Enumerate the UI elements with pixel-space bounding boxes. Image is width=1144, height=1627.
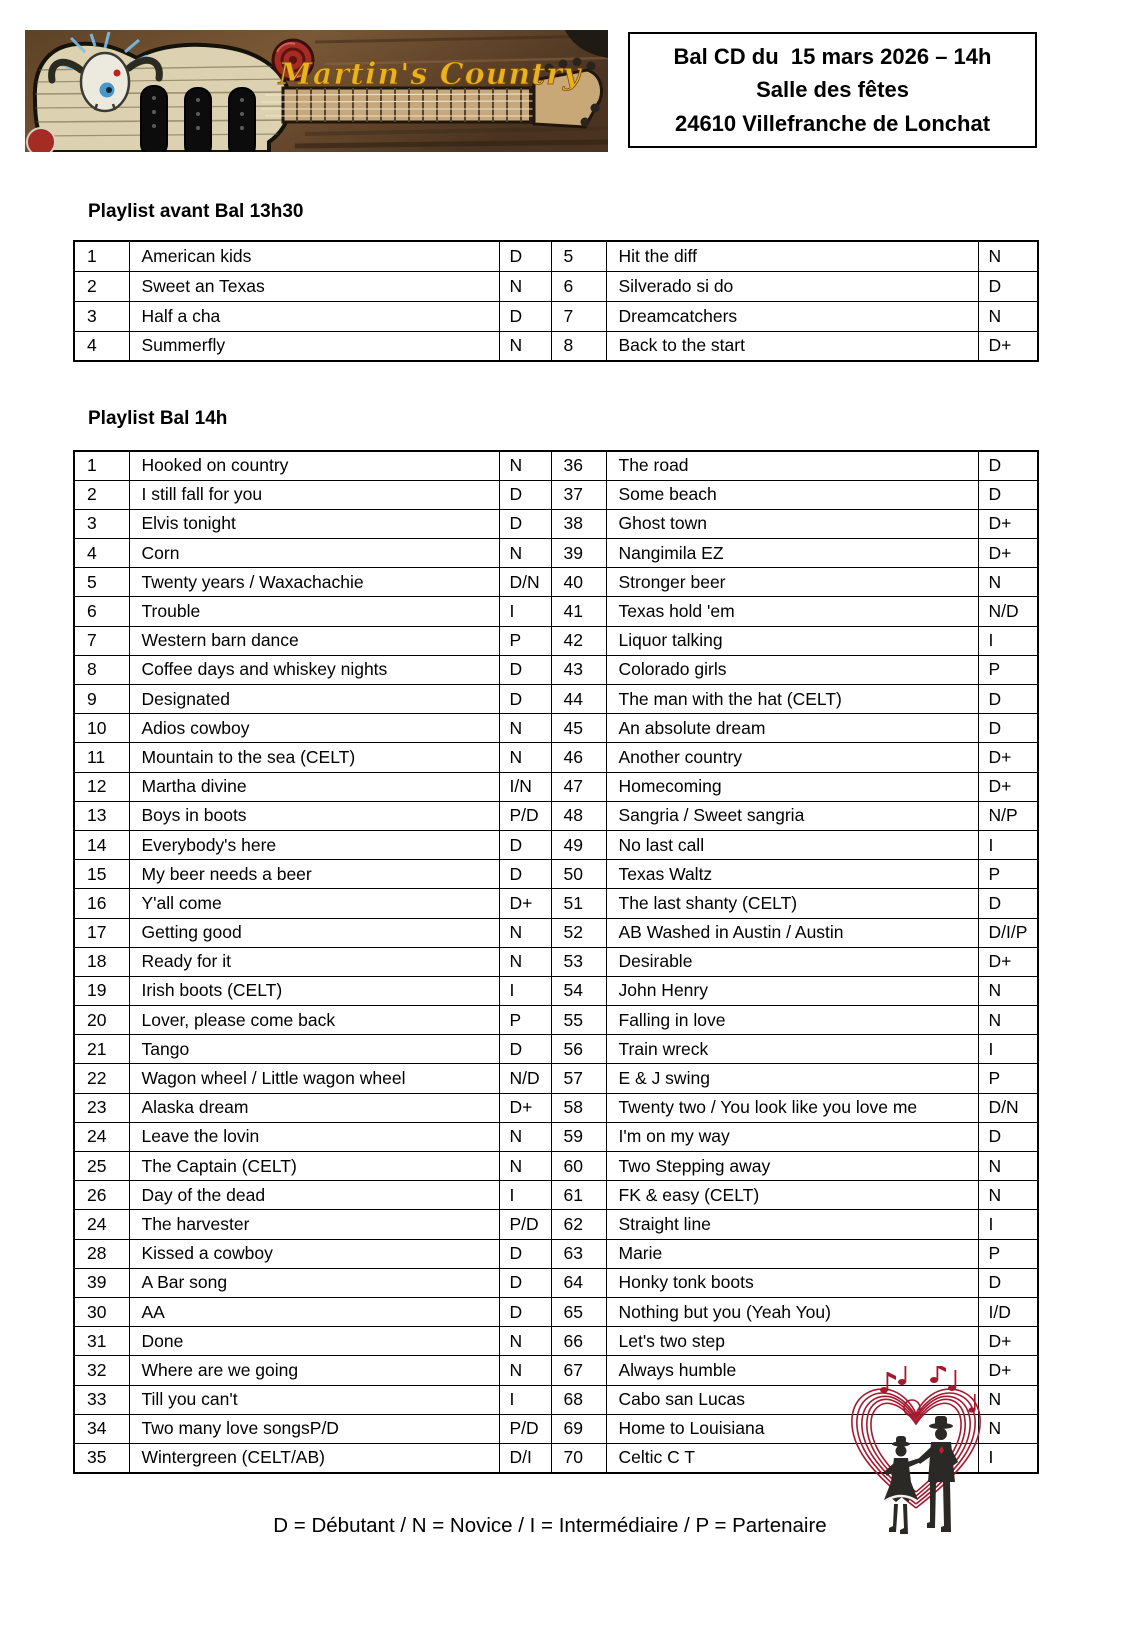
level-cell: N <box>499 1152 551 1181</box>
row-number-cell: 69 <box>551 1414 606 1443</box>
song-title-cell: Summerfly <box>129 331 499 361</box>
level-cell: D <box>978 480 1038 509</box>
event-info-box <box>628 32 1037 148</box>
song-title-cell: Back to the start <box>606 331 978 361</box>
song-title-cell: Liquor talking <box>606 626 978 655</box>
playlist-row <box>74 451 1038 480</box>
level-cell: D/N <box>499 568 551 597</box>
song-title-cell: Marie <box>606 1239 978 1268</box>
row-number-cell: 67 <box>551 1356 606 1385</box>
playlist-row <box>74 1327 1038 1356</box>
playlist-row <box>74 976 1038 1005</box>
row-number-cell: 37 <box>551 480 606 509</box>
song-title-cell: The Captain (CELT) <box>129 1152 499 1181</box>
row-number-cell: 60 <box>551 1152 606 1181</box>
song-title-cell: FK & easy (CELT) <box>606 1181 978 1210</box>
song-title-cell: Cabo san Lucas <box>606 1385 978 1414</box>
song-title-cell: Let's two step <box>606 1327 978 1356</box>
playlist-row <box>74 568 1038 597</box>
row-number-cell: 4 <box>74 539 129 568</box>
level-cell: N/D <box>499 1064 551 1093</box>
row-number-cell: 2 <box>74 271 129 301</box>
song-title-cell: Everybody's here <box>129 830 499 859</box>
song-title-cell: Train wreck <box>606 1035 978 1064</box>
row-number-cell: 14 <box>74 830 129 859</box>
row-number-cell: 11 <box>74 743 129 772</box>
level-cell: I <box>499 597 551 626</box>
level-cell: N <box>499 1356 551 1385</box>
row-number-cell: 32 <box>74 1356 129 1385</box>
row-number-cell: 61 <box>551 1181 606 1210</box>
song-title-cell: Trouble <box>129 597 499 626</box>
level-cell: P/D <box>499 1414 551 1443</box>
row-number-cell: 59 <box>551 1122 606 1151</box>
row-number-cell: 47 <box>551 772 606 801</box>
playlist-row <box>74 1239 1038 1268</box>
rose-small-icon <box>27 128 55 152</box>
row-number-cell: 68 <box>551 1385 606 1414</box>
song-title-cell: Corn <box>129 539 499 568</box>
song-title-cell: Tango <box>129 1035 499 1064</box>
level-cell: I <box>499 1385 551 1414</box>
row-number-cell: 10 <box>74 714 129 743</box>
row-number-cell: 39 <box>74 1268 129 1297</box>
row-number-cell: 21 <box>74 1035 129 1064</box>
level-cell: N <box>499 1327 551 1356</box>
playlist-row <box>74 331 1038 361</box>
song-title-cell: I'm on my way <box>606 1122 978 1151</box>
level-cell: I <box>978 626 1038 655</box>
level-cell: D <box>978 685 1038 714</box>
level-cell: P/D <box>499 1210 551 1239</box>
row-number-cell: 46 <box>551 743 606 772</box>
level-cell: N <box>499 451 551 480</box>
level-cell: D <box>499 655 551 684</box>
playlist-row <box>74 1181 1038 1210</box>
song-title-cell: Getting good <box>129 918 499 947</box>
playlist-row <box>74 597 1038 626</box>
level-cell: D <box>499 830 551 859</box>
playlist-row <box>74 1064 1038 1093</box>
song-title-cell: American kids <box>129 241 499 271</box>
row-number-cell: 55 <box>551 1006 606 1035</box>
level-cell: N <box>499 271 551 301</box>
playlist-row <box>74 860 1038 889</box>
level-cell: D+ <box>978 947 1038 976</box>
song-title-cell: AB Washed in Austin / Austin <box>606 918 978 947</box>
level-cell: D <box>499 509 551 538</box>
row-number-cell: 26 <box>74 1181 129 1210</box>
song-title-cell: Nangimila EZ <box>606 539 978 568</box>
playlist-row <box>74 1093 1038 1122</box>
song-title-cell: Texas Waltz <box>606 860 978 889</box>
song-title-cell: The last shanty (CELT) <box>606 889 978 918</box>
song-title-cell: Homecoming <box>606 772 978 801</box>
row-number-cell: 52 <box>551 918 606 947</box>
row-number-cell: 50 <box>551 860 606 889</box>
event-line-3: 24610 Villefranche de Lonchat <box>674 110 991 136</box>
row-number-cell: 7 <box>74 626 129 655</box>
song-title-cell: Leave the lovin <box>129 1122 499 1151</box>
row-number-cell: 57 <box>551 1064 606 1093</box>
row-number-cell: 9 <box>74 685 129 714</box>
dancers-heart-icon <box>840 1366 992 1542</box>
level-cell: I <box>978 1035 1038 1064</box>
song-title-cell: Lover, please come back <box>129 1006 499 1035</box>
song-title-cell: Colorado girls <box>606 655 978 684</box>
song-title-cell: Two many love songsP/D <box>129 1414 499 1443</box>
level-cell: I <box>978 1443 1038 1472</box>
level-cell: D+ <box>978 1356 1038 1385</box>
level-cell: D <box>978 271 1038 301</box>
row-number-cell: 24 <box>74 1210 129 1239</box>
level-cell: D/I <box>499 1443 551 1472</box>
row-number-cell: 3 <box>74 509 129 538</box>
song-title-cell: Dreamcatchers <box>606 301 978 331</box>
song-title-cell: Sweet an Texas <box>129 271 499 301</box>
song-title-cell: Kissed a cowboy <box>129 1239 499 1268</box>
row-number-cell: 17 <box>74 918 129 947</box>
song-title-cell: Where are we going <box>129 1356 499 1385</box>
row-number-cell: 30 <box>74 1297 129 1326</box>
playlist-row <box>74 241 1038 271</box>
song-title-cell: Adios cowboy <box>129 714 499 743</box>
level-cell: N/D <box>978 597 1038 626</box>
row-number-cell: 41 <box>551 597 606 626</box>
song-title-cell: Elvis tonight <box>129 509 499 538</box>
song-title-cell: Texas hold 'em <box>606 597 978 626</box>
level-cell: N <box>978 241 1038 271</box>
level-cell: D <box>978 451 1038 480</box>
level-cell: D+ <box>499 889 551 918</box>
song-title-cell: Half a cha <box>129 301 499 331</box>
playlist-row <box>74 830 1038 859</box>
song-title-cell: Day of the dead <box>129 1181 499 1210</box>
row-number-cell: 63 <box>551 1239 606 1268</box>
row-number-cell: 45 <box>551 714 606 743</box>
row-number-cell: 8 <box>551 331 606 361</box>
level-legend: D = Débutant / N = Novice / I = Intermédiaire / P = Partenaire <box>273 1514 827 1537</box>
row-number-cell: 62 <box>551 1210 606 1239</box>
song-title-cell: Another country <box>606 743 978 772</box>
level-cell: D <box>499 685 551 714</box>
playlist-row <box>74 801 1038 830</box>
song-title-cell: Y'all come <box>129 889 499 918</box>
level-cell: N <box>978 1181 1038 1210</box>
level-cell: D <box>978 1122 1038 1151</box>
playlist-row <box>74 743 1038 772</box>
level-cell: P <box>978 1064 1038 1093</box>
row-number-cell: 56 <box>551 1035 606 1064</box>
row-number-cell: 39 <box>551 539 606 568</box>
level-cell: D+ <box>499 1093 551 1122</box>
level-cell: I <box>499 976 551 1005</box>
song-title-cell: Ready for it <box>129 947 499 976</box>
song-title-cell: Nothing but you (Yeah You) <box>606 1297 978 1326</box>
level-cell: P <box>978 860 1038 889</box>
level-cell: D <box>499 1268 551 1297</box>
level-cell: D <box>499 1239 551 1268</box>
level-cell: P/D <box>499 801 551 830</box>
song-title-cell: Ghost town <box>606 509 978 538</box>
level-cell: D+ <box>978 331 1038 361</box>
level-cell: D/I/P <box>978 918 1038 947</box>
row-number-cell: 66 <box>551 1327 606 1356</box>
level-cell: D <box>499 1297 551 1326</box>
guitar-pickups <box>141 86 255 152</box>
level-cell: P <box>978 655 1038 684</box>
playlist-row <box>74 918 1038 947</box>
level-cell: N <box>499 1122 551 1151</box>
playlist2-table <box>73 450 1039 1474</box>
row-number-cell: 35 <box>74 1443 129 1472</box>
level-cell: I/D <box>978 1297 1038 1326</box>
playlist-row <box>74 685 1038 714</box>
row-number-cell: 7 <box>551 301 606 331</box>
level-cell: D+ <box>978 772 1038 801</box>
playlist1-table <box>73 240 1039 362</box>
song-title-cell: Martha divine <box>129 772 499 801</box>
song-title-cell: E & J swing <box>606 1064 978 1093</box>
row-number-cell: 1 <box>74 241 129 271</box>
song-title-cell: Celtic C T <box>606 1443 978 1472</box>
row-number-cell: 8 <box>74 655 129 684</box>
level-cell: N <box>978 1414 1038 1443</box>
row-number-cell: 58 <box>551 1093 606 1122</box>
song-title-cell: Honky tonk boots <box>606 1268 978 1297</box>
row-number-cell: 3 <box>74 301 129 331</box>
playlist-row <box>74 1152 1038 1181</box>
level-cell: N <box>978 976 1038 1005</box>
level-cell: D <box>978 1268 1038 1297</box>
level-cell: N <box>978 568 1038 597</box>
level-cell: P <box>499 1006 551 1035</box>
song-title-cell: Irish boots (CELT) <box>129 976 499 1005</box>
playlist-row <box>74 889 1038 918</box>
song-title-cell: Twenty two / You look like you love me <box>606 1093 978 1122</box>
level-cell: D+ <box>978 509 1038 538</box>
song-title-cell: Mountain to the sea (CELT) <box>129 743 499 772</box>
row-number-cell: 15 <box>74 860 129 889</box>
song-title-cell: Wintergreen (CELT/AB) <box>129 1443 499 1472</box>
playlist-row <box>74 539 1038 568</box>
song-title-cell: No last call <box>606 830 978 859</box>
row-number-cell: 28 <box>74 1239 129 1268</box>
banner-title: Martin's Country <box>278 57 582 92</box>
level-cell: N <box>499 539 551 568</box>
song-title-cell: Western barn dance <box>129 626 499 655</box>
row-number-cell: 1 <box>74 451 129 480</box>
level-cell: D/N <box>978 1093 1038 1122</box>
playlist-row <box>74 1210 1038 1239</box>
level-cell: N <box>499 918 551 947</box>
song-title-cell: Some beach <box>606 480 978 509</box>
level-cell: D <box>499 480 551 509</box>
level-cell: P <box>978 1239 1038 1268</box>
level-cell: D <box>499 860 551 889</box>
row-number-cell: 42 <box>551 626 606 655</box>
playlist-row <box>74 301 1038 331</box>
song-title-cell: Till you can't <box>129 1385 499 1414</box>
playlist-row <box>74 1122 1038 1151</box>
row-number-cell: 44 <box>551 685 606 714</box>
playlist-row <box>74 1035 1038 1064</box>
level-cell: N <box>978 1385 1038 1414</box>
level-cell: D <box>499 241 551 271</box>
row-number-cell: 19 <box>74 976 129 1005</box>
row-number-cell: 23 <box>74 1093 129 1122</box>
song-title-cell: Two Stepping away <box>606 1152 978 1181</box>
playlist-row <box>74 772 1038 801</box>
row-number-cell: 34 <box>74 1414 129 1443</box>
music-notes <box>880 1366 976 1413</box>
song-title-cell: Home to Louisiana <box>606 1414 978 1443</box>
playlist-row <box>74 271 1038 301</box>
level-cell: P <box>499 626 551 655</box>
level-cell: D <box>978 889 1038 918</box>
level-cell: N <box>978 1006 1038 1035</box>
level-cell: D+ <box>978 539 1038 568</box>
level-cell: N <box>978 1152 1038 1181</box>
level-cell: N <box>499 331 551 361</box>
song-title-cell: An absolute dream <box>606 714 978 743</box>
row-number-cell: 49 <box>551 830 606 859</box>
playlist-row <box>74 655 1038 684</box>
song-title-cell: Straight line <box>606 1210 978 1239</box>
playlist-row <box>74 714 1038 743</box>
playlist2-rows <box>74 451 1038 1473</box>
song-title-cell: The harvester <box>129 1210 499 1239</box>
playlist-row <box>74 1268 1038 1297</box>
song-title-cell: Designated <box>129 685 499 714</box>
playlist1-rows <box>74 241 1038 361</box>
level-cell: I/N <box>499 772 551 801</box>
level-cell: I <box>499 1181 551 1210</box>
song-title-cell: Coffee days and whiskey nights <box>129 655 499 684</box>
playlist-row <box>74 480 1038 509</box>
level-cell: N <box>499 947 551 976</box>
row-number-cell: 6 <box>551 271 606 301</box>
playlist-row <box>74 509 1038 538</box>
row-number-cell: 48 <box>551 801 606 830</box>
row-number-cell: 25 <box>74 1152 129 1181</box>
row-number-cell: 64 <box>551 1268 606 1297</box>
song-title-cell: Wagon wheel / Little wagon wheel <box>129 1064 499 1093</box>
row-number-cell: 38 <box>551 509 606 538</box>
song-title-cell: Boys in boots <box>129 801 499 830</box>
song-title-cell: A Bar song <box>129 1268 499 1297</box>
song-title-cell: Done <box>129 1327 499 1356</box>
row-number-cell: 54 <box>551 976 606 1005</box>
song-title-cell: Hit the diff <box>606 241 978 271</box>
row-number-cell: 4 <box>74 331 129 361</box>
level-cell: N/P <box>978 801 1038 830</box>
level-cell: D <box>499 301 551 331</box>
song-title-cell: Stronger beer <box>606 568 978 597</box>
playlist1-title: Playlist avant Bal 13h30 <box>88 201 304 222</box>
row-number-cell: 33 <box>74 1385 129 1414</box>
playlist-row <box>74 947 1038 976</box>
row-number-cell: 5 <box>74 568 129 597</box>
song-title-cell: My beer needs a beer <box>129 860 499 889</box>
song-title-cell: Falling in love <box>606 1006 978 1035</box>
row-number-cell: 53 <box>551 947 606 976</box>
row-number-cell: 6 <box>74 597 129 626</box>
song-title-cell: Alaska dream <box>129 1093 499 1122</box>
row-number-cell: 5 <box>551 241 606 271</box>
row-number-cell: 70 <box>551 1443 606 1472</box>
row-number-cell: 51 <box>551 889 606 918</box>
level-cell: I <box>978 1210 1038 1239</box>
row-number-cell: 13 <box>74 801 129 830</box>
song-title-cell: The road <box>606 451 978 480</box>
song-title-cell: AA <box>129 1297 499 1326</box>
dancing-couple-silhouette <box>884 1416 958 1534</box>
event-line-1: Bal CD du 15 mars 2026 – 14h <box>673 43 992 69</box>
level-cell: D+ <box>978 743 1038 772</box>
row-number-cell: 12 <box>74 772 129 801</box>
playlist-row <box>74 1006 1038 1035</box>
song-title-cell: Sangria / Sweet sangria <box>606 801 978 830</box>
song-title-cell: John Henry <box>606 976 978 1005</box>
row-number-cell: 65 <box>551 1297 606 1326</box>
song-title-cell: Hooked on country <box>129 451 499 480</box>
song-title-cell: The man with the hat (CELT) <box>606 685 978 714</box>
level-cell: N <box>499 714 551 743</box>
row-number-cell: 22 <box>74 1064 129 1093</box>
level-cell: N <box>499 743 551 772</box>
song-title-cell: Desirable <box>606 947 978 976</box>
song-title-cell: Twenty years / Waxachachie <box>129 568 499 597</box>
row-number-cell: 24 <box>74 1122 129 1151</box>
level-cell: D <box>978 714 1038 743</box>
playlist-row <box>74 626 1038 655</box>
song-title-cell: I still fall for you <box>129 480 499 509</box>
event-line-2: Salle des fêtes <box>756 77 909 103</box>
guitar-banner-image <box>25 30 608 152</box>
level-cell: D <box>499 1035 551 1064</box>
level-cell: D+ <box>978 1327 1038 1356</box>
song-title-cell: Silverado si do <box>606 271 978 301</box>
song-title-cell: Always humble <box>606 1356 978 1385</box>
level-cell: I <box>978 830 1038 859</box>
row-number-cell: 2 <box>74 480 129 509</box>
playlist-row <box>74 1297 1038 1326</box>
row-number-cell: 20 <box>74 1006 129 1035</box>
row-number-cell: 18 <box>74 947 129 976</box>
row-number-cell: 36 <box>551 451 606 480</box>
row-number-cell: 31 <box>74 1327 129 1356</box>
row-number-cell: 43 <box>551 655 606 684</box>
level-cell: N <box>978 301 1038 331</box>
playlist2-title: Playlist Bal 14h <box>88 408 228 429</box>
row-number-cell: 16 <box>74 889 129 918</box>
row-number-cell: 40 <box>551 568 606 597</box>
